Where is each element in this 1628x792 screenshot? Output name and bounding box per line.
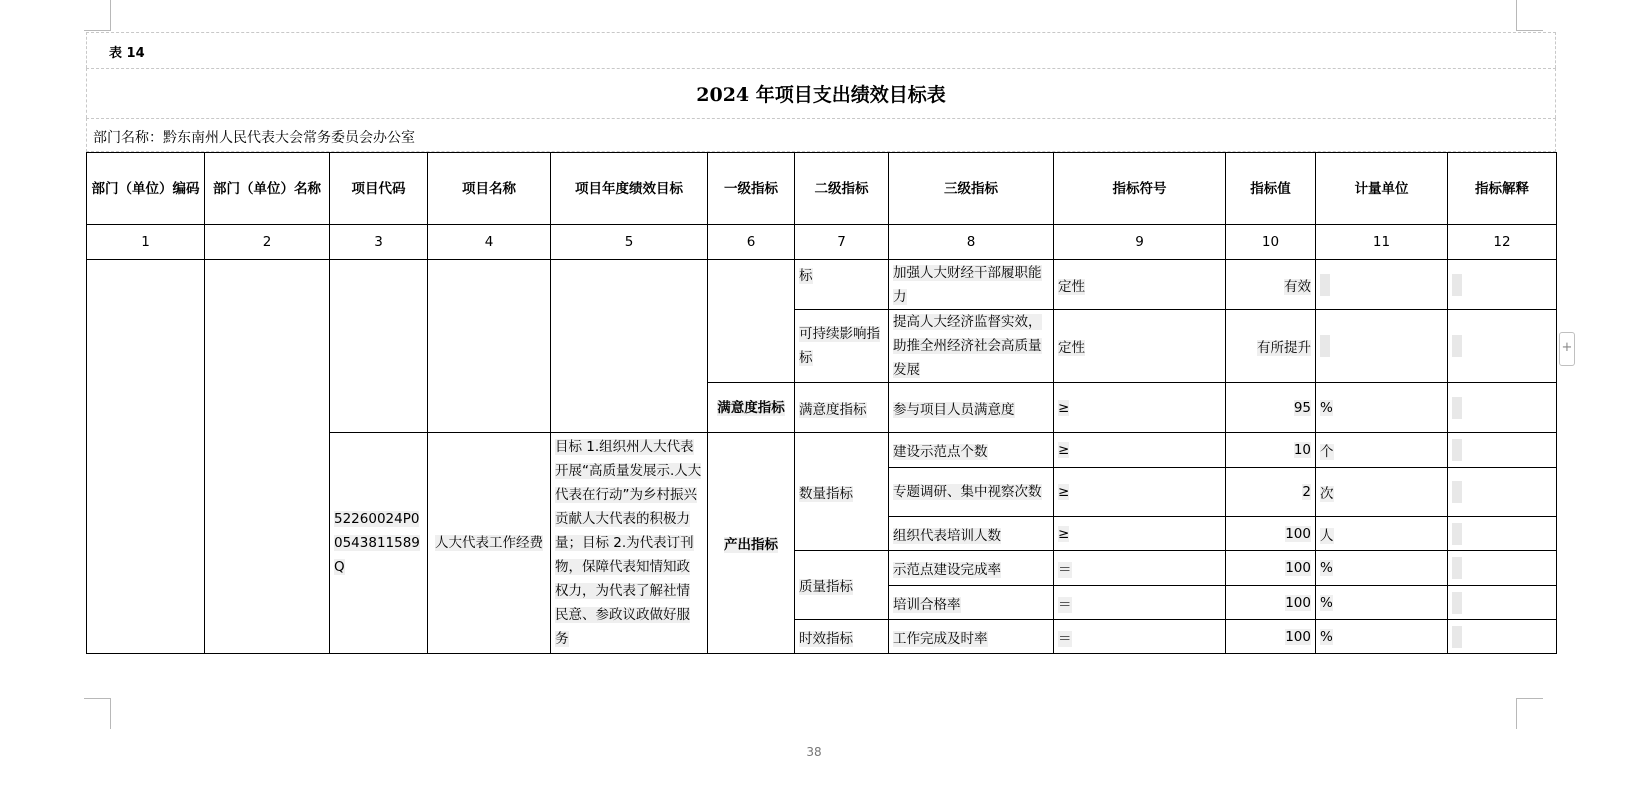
column-number: 11: [1316, 225, 1448, 260]
level3-cell: 培训合格率: [889, 586, 1054, 620]
header-cell: 指标值: [1226, 153, 1316, 225]
table-label-row: [86, 32, 1556, 68]
explain-cell: [1448, 468, 1557, 517]
project-name-cell: [428, 260, 551, 433]
crop-mark-top-right: [1516, 0, 1543, 31]
column-number-row: [87, 225, 1557, 260]
add-column-button[interactable]: +: [1559, 332, 1575, 366]
level1-cell: [708, 260, 795, 383]
column-number: 3: [330, 225, 428, 260]
column-number: 1: [87, 225, 205, 260]
column-number: 12: [1448, 225, 1557, 260]
symbol-cell: ＝: [1054, 551, 1226, 586]
value-cell: 有效: [1226, 260, 1316, 310]
level3-cell: 组织代表培训人数: [889, 517, 1054, 551]
empty-mark: [1320, 335, 1330, 357]
header-cell: 项目年度绩效目标: [551, 153, 708, 225]
value-cell: 10: [1226, 433, 1316, 468]
header-cell: 二级指标: [795, 153, 889, 225]
empty-mark: [1452, 592, 1462, 614]
level1-cell: 产出指标: [708, 433, 795, 654]
value-cell: 有所提升: [1226, 310, 1316, 383]
performance-table: [86, 152, 1557, 654]
goal-cell: 目标 1.组织州人大代表开展“高质量发展示.人大代表在行动”为乡村振兴贡献人大代表的积极力量；目标 2.为代表订刊物，保障代表知情知政权力，为代表了解社情民意、参政议政做好服务: [551, 433, 708, 654]
column-number: 6: [708, 225, 795, 260]
header-cell: 项目代码: [330, 153, 428, 225]
level2-cell: 满意度指标: [795, 383, 889, 433]
unit-cell: 个: [1316, 433, 1448, 468]
dept-name-cell: [205, 260, 330, 654]
crop-mark-bottom-left: [84, 698, 111, 729]
empty-mark: [1452, 626, 1462, 648]
crop-mark-top-left: [84, 0, 111, 31]
header-cell: 项目名称: [428, 153, 551, 225]
project-name-cell: 人大代表工作经费: [428, 433, 551, 654]
department-row: [86, 118, 1556, 152]
explain-cell: [1448, 310, 1557, 383]
crop-mark-bottom-right: [1516, 698, 1543, 729]
header-cell: 部门（单位）编码: [87, 153, 205, 225]
symbol-cell: ＝: [1054, 620, 1226, 654]
empty-mark: [1452, 439, 1462, 461]
value-cell: 100: [1226, 586, 1316, 620]
level3-cell: 加强人大财经干部履职能力: [889, 260, 1054, 310]
unit-cell: %: [1316, 551, 1448, 586]
column-number: 7: [795, 225, 889, 260]
column-number: 8: [889, 225, 1054, 260]
project-code-cell: [330, 260, 428, 433]
column-number: 9: [1054, 225, 1226, 260]
unit-cell: [1316, 310, 1448, 383]
level2-cell: 时效指标: [795, 620, 889, 654]
value-cell: 2: [1226, 468, 1316, 517]
empty-mark: [1452, 481, 1462, 503]
value-cell: 100: [1226, 551, 1316, 586]
level2-cell: 标: [795, 260, 889, 310]
unit-cell: %: [1316, 620, 1448, 654]
column-number: 4: [428, 225, 551, 260]
dept-code-cell: [87, 260, 205, 654]
header-cell: 计量单位: [1316, 153, 1448, 225]
unit-cell: %: [1316, 383, 1448, 433]
symbol-cell: ≥: [1054, 468, 1226, 517]
empty-mark: [1452, 274, 1462, 296]
page-number: 38: [806, 745, 822, 759]
column-number: 10: [1226, 225, 1316, 260]
table-row: [87, 260, 1557, 310]
header-cell: 三级指标: [889, 153, 1054, 225]
symbol-cell: ＝: [1054, 586, 1226, 620]
project-code-cell: 52260024P00543811589Q: [330, 433, 428, 654]
unit-cell: 次: [1316, 468, 1448, 517]
level3-cell: 工作完成及时率: [889, 620, 1054, 654]
value-cell: 100: [1226, 517, 1316, 551]
empty-mark: [1320, 274, 1330, 296]
header-row: [87, 153, 1557, 225]
unit-cell: [1316, 260, 1448, 310]
header-cell: 部门（单位）名称: [205, 153, 330, 225]
explain-cell: [1448, 260, 1557, 310]
level3-cell: 专题调研、集中视察次数: [889, 468, 1054, 517]
explain-cell: [1448, 620, 1557, 654]
symbol-cell: ≥: [1054, 517, 1226, 551]
header-cell: 指标符号: [1054, 153, 1226, 225]
empty-mark: [1452, 557, 1462, 579]
level3-cell: 示范点建设完成率: [889, 551, 1054, 586]
level2-cell: 质量指标: [795, 551, 889, 620]
header-cell: 指标解释: [1448, 153, 1557, 225]
level3-cell: 参与项目人员满意度: [889, 383, 1054, 433]
header-cell: 一级指标: [708, 153, 795, 225]
symbol-cell: 定性: [1054, 310, 1226, 383]
value-cell: 100: [1226, 620, 1316, 654]
explain-cell: [1448, 383, 1557, 433]
title-row: [86, 68, 1556, 118]
column-number: 5: [551, 225, 708, 260]
level2-cell: 可持续影响指标: [795, 310, 889, 383]
department-name: 部门名称：黔东南州人民代表大会常务委员会办公室: [93, 130, 415, 146]
table-label: 表 14: [109, 46, 145, 61]
empty-mark: [1452, 397, 1462, 419]
explain-cell: [1448, 551, 1557, 586]
level1-cell: 满意度指标: [708, 383, 795, 433]
unit-cell: %: [1316, 586, 1448, 620]
explain-cell: [1448, 586, 1557, 620]
level3-cell: 提高人大经济监督实效，助推全州经济社会高质量发展: [889, 310, 1054, 383]
symbol-cell: ≥: [1054, 433, 1226, 468]
explain-cell: [1448, 433, 1557, 468]
value-cell: 95: [1226, 383, 1316, 433]
unit-cell: 人: [1316, 517, 1448, 551]
empty-mark: [1452, 523, 1462, 545]
symbol-cell: ≥: [1054, 383, 1226, 433]
column-number: 2: [205, 225, 330, 260]
page-title: 2024 年项目支出绩效目标表: [696, 84, 946, 106]
goal-cell: [551, 260, 708, 433]
level2-cell: 数量指标: [795, 433, 889, 551]
level3-cell: 建设示范点个数: [889, 433, 1054, 468]
symbol-cell: 定性: [1054, 260, 1226, 310]
explain-cell: [1448, 517, 1557, 551]
empty-mark: [1452, 335, 1462, 357]
